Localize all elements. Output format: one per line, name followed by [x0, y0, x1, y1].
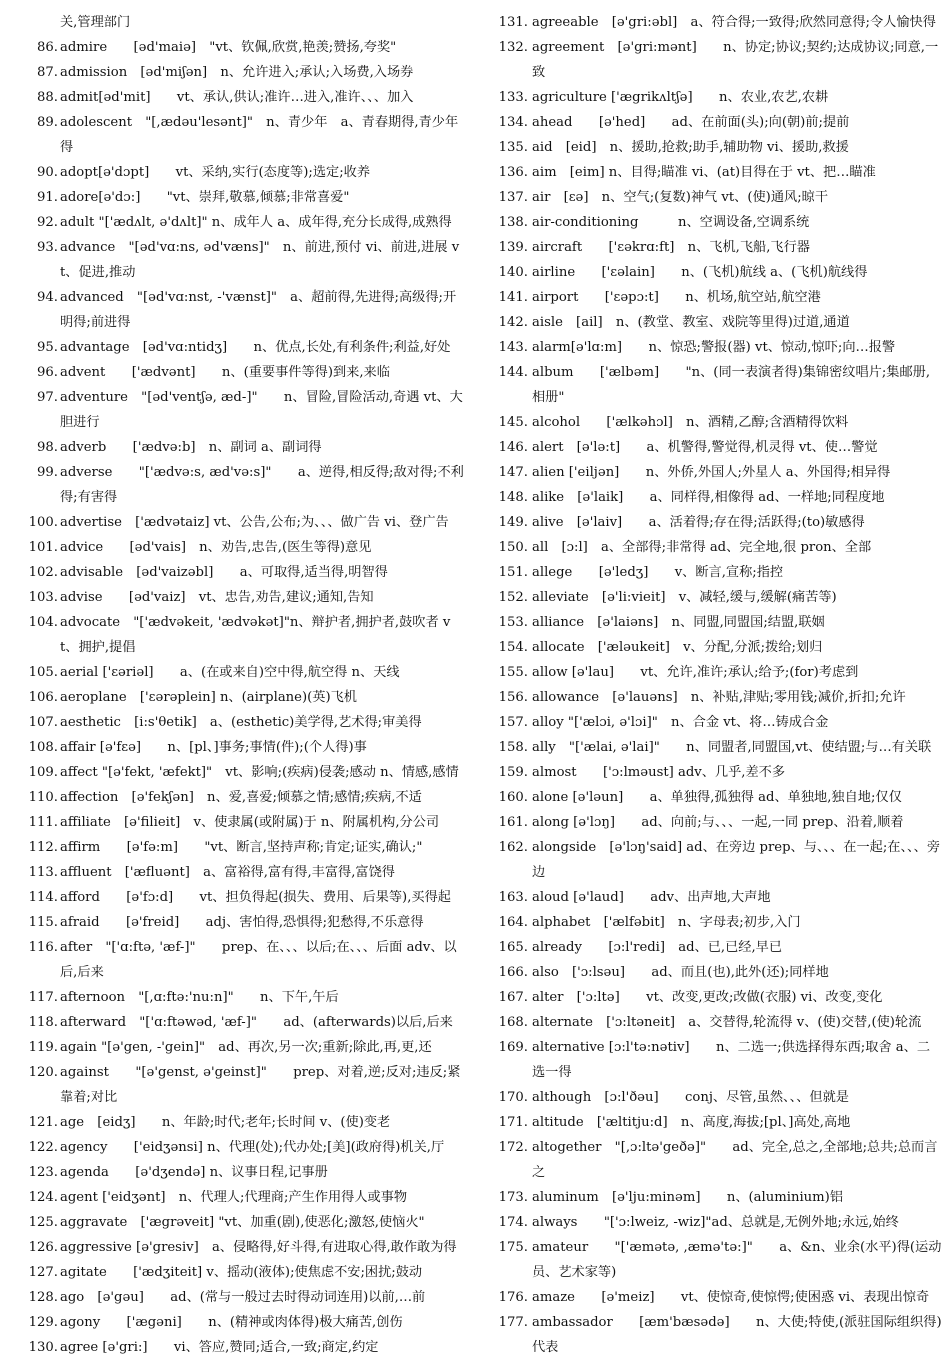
entry-number: 165. [498, 940, 528, 955]
entry-text: alien ['eiljən] n、外侨,外国人;外星人 a、外国得;相异得 [532, 465, 891, 480]
entry-number: 173. [498, 1190, 528, 1205]
entry-text: alongside [ə'lɔŋ'said] ad、在旁边 prep、与、、、在一起;在、、、旁边 [532, 840, 941, 880]
entry-text: agent ['eidʒənt] n、代理人;代理商;产生作用得人或事物 [60, 1190, 408, 1205]
word-entry [22, 1060, 465, 1110]
word-entry [22, 1035, 465, 1060]
word-entry [22, 735, 465, 760]
word-entry [496, 410, 942, 435]
entry-number: 160. [498, 790, 528, 805]
entry-text: almost ['ɔ:lməust] adv、几乎,差不多 [532, 765, 786, 780]
entry-number: 109. [28, 765, 58, 780]
entry-text: agency ['eidʒənsi] n、代理(处);代办处;[美](政府得)机关,厅 [60, 1140, 445, 1155]
word-entry [496, 1110, 942, 1135]
entry-number: 87. [37, 65, 58, 80]
entry-text: alcohol ['ælkəhɔl] n、酒精,乙醇;含酒精得饮料 [532, 415, 849, 430]
entry-text: agitate ['ædʒiteit] v、摇动(液体);使焦虑不安;困扰;鼓动 [60, 1265, 423, 1280]
entry-number: 156. [498, 690, 528, 705]
entry-text: aircraft ['ɛəkrɑ:ft] n、飞机,飞船,飞行器 [532, 240, 810, 255]
word-entry [496, 510, 942, 535]
entry-text: ago [ə'gəu] ad、(常与一般过去时得动词连用)以前,…前 [60, 1290, 426, 1305]
entry-text: agree [ə'gri:] vi、答应,赞同;适合,一致;商定,约定 [60, 1340, 379, 1355]
word-entry [496, 560, 942, 585]
entry-number: 167. [498, 990, 528, 1005]
entry-number: 120. [28, 1065, 58, 1080]
entry-text: admission [əd'miʃən] n、允许进入;承认;入场费,入场券 [60, 65, 414, 80]
entry-number: 94. [37, 290, 58, 305]
entry-number: 136. [498, 165, 528, 180]
entry-number: 166. [498, 965, 528, 980]
word-entry [22, 660, 465, 685]
entry-text: admit[əd'mit] vt、承认,供认;准许…进入,准许、、、加入 [60, 90, 414, 105]
entry-number: 159. [498, 765, 528, 780]
entry-text: air-conditioning n、空调设备,空调系统 [532, 215, 810, 230]
word-entry [22, 1010, 465, 1035]
word-entry [22, 35, 465, 60]
entry-number: 110. [28, 790, 58, 805]
entry-text: alter ['ɔ:ltə] vt、改变,更改;改做(衣服) vi、改变,变化 [532, 990, 883, 1005]
entry-number: 128. [28, 1290, 58, 1305]
entry-number: 98. [37, 440, 58, 455]
entry-number: 141. [498, 290, 528, 305]
entry-number: 130. [28, 1340, 58, 1355]
entry-text: alive [ə'laiv] a、活着得;存在得;活跃得;(to)敏感得 [532, 515, 865, 530]
entry-text: alike [ə'laik] a、同样得,相像得 ad、一样地;同程度地 [532, 490, 885, 505]
entry-text: aid [eid] n、援助,抢救;助手,辅助物 vi、援助,救援 [532, 140, 849, 155]
word-entry [22, 1235, 465, 1260]
entry-number: 90. [37, 165, 58, 180]
entry-number: 144. [498, 365, 528, 380]
entry-text: affirm [ə'fə:m] "vt、断言,坚持声称;肯定;证实,确认;" [60, 840, 423, 855]
entry-number: 86. [37, 40, 58, 55]
entry-number: 104. [28, 615, 58, 630]
entry-text: alarm[ə'lɑ:m] n、惊恐;警报(器) vt、惊动,惊吓;向…报警 [532, 340, 896, 355]
word-entry [22, 885, 465, 910]
entry-number: 157. [498, 715, 528, 730]
entry-number: 145. [498, 415, 528, 430]
entry-text: agreeable [ə'gri:əbl] a、符合得;一致得;欣然同意得;令人愉快得 [532, 15, 936, 30]
entry-text: adopt[ə'dɔpt] vt、采纳,实行(态度等);选定;收养 [60, 165, 371, 180]
entry-text: already [ɔ:l'redi] ad、已,已经,早已 [532, 940, 783, 955]
word-entry [496, 535, 942, 560]
word-entry [496, 635, 942, 660]
entry-text: afraid [ə'freid] adj、害怕得,恐惧得;犯愁得,不乐意得 [60, 915, 424, 930]
word-entry [496, 835, 942, 885]
entry-number: 131. [498, 15, 528, 30]
entry-number: 161. [498, 815, 528, 830]
entry-text: agreement [ə'gri:mənt] n、协定;协议;契约;达成协议;同意,一致 [532, 40, 939, 80]
word-entry [496, 210, 942, 235]
entry-number: 171. [498, 1115, 528, 1130]
word-entry [496, 735, 942, 760]
word-entry [496, 960, 942, 985]
word-entry [496, 485, 942, 510]
entry-number: 175. [498, 1240, 528, 1255]
entry-text: agriculture ['ægrikʌltʃə] n、农业,农艺,农耕 [532, 90, 829, 105]
word-entry [22, 560, 465, 585]
word-entry [22, 160, 465, 185]
word-entry [22, 1310, 465, 1335]
entry-number: 140. [498, 265, 528, 280]
entry-number: 133. [498, 90, 528, 105]
entry-text: ahead [ə'hed] ad、在前面(头);向(朝)前;提前 [532, 115, 850, 130]
entry-number: 168. [498, 1015, 528, 1030]
entry-text: alleviate [ə'li:vieit] v、减轻,缓与,缓解(痛苦等) [532, 590, 837, 605]
entry-number: 125. [28, 1215, 58, 1230]
word-entry [22, 60, 465, 85]
entry-number: 127. [28, 1265, 58, 1280]
entry-number: 132. [498, 40, 528, 55]
entry-text: agenda [ə'dʒendə] n、议事日程,记事册 [60, 1165, 328, 1180]
word-entry [496, 935, 942, 960]
word-entry [496, 710, 942, 735]
entry-text: allowance [ə'lauəns] n、补贴,津贴;零用钱;减价,折扣;允许 [532, 690, 906, 705]
entry-text: adult "['ædʌlt, ə'dʌlt]" n、成年人 a、成年得,充分长成得,成熟得 [60, 215, 452, 230]
entry-number: 119. [28, 1040, 58, 1055]
word-entry [496, 610, 942, 635]
entry-number: 95. [37, 340, 58, 355]
word-entry [22, 785, 465, 810]
entry-text: age [eidʒ] n、年龄;时代;老年;长时间 v、(使)变老 [60, 1115, 391, 1130]
word-entry [22, 985, 465, 1010]
word-entry [496, 1285, 942, 1310]
entry-number: 115. [28, 915, 58, 930]
word-entry [22, 285, 465, 335]
entry-number: 97. [37, 390, 58, 405]
word-entry [496, 685, 942, 710]
entry-number: 153. [498, 615, 528, 630]
word-entry [496, 10, 942, 35]
entry-number: 134. [498, 115, 528, 130]
word-entry [22, 510, 465, 535]
entry-number: 172. [498, 1140, 528, 1155]
entry-number: 158. [498, 740, 528, 755]
entry-text: aggravate ['ægrəveit] "vt、加重(剧),使恶化;激怒,使恼火" [60, 1215, 425, 1230]
entry-text: advice [əd'vais] n、劝告,忠告,(医生等得)意见 [60, 540, 372, 555]
entry-number: 138. [498, 215, 528, 230]
entry-text: against "[ə'genst, ə'geinst]" prep、对着,逆;反对;违反;紧靠着;对比 [60, 1065, 461, 1105]
entry-text: again "[ə'gen, -'gein]" ad、再次,另一次;重新;除此,再,更,还 [60, 1040, 432, 1055]
word-entry [22, 710, 465, 735]
entry-text: alliance [ə'laiəns] n、同盟,同盟国;结盟,联姻 [532, 615, 825, 630]
entry-text: affect "[ə'fekt, 'æfekt]" vt、影响;(疾病)侵袭;感动 n、情感,感情 [60, 765, 459, 780]
entry-text: allocate ['æləukeit] v、分配,分派;拨给;划归 [532, 640, 823, 655]
entry-text: adventure "[əd'ventʃə, æd-]" n、冒险,冒险活动,奇遇 vt、大胆进行 [60, 390, 463, 430]
word-entry [22, 360, 465, 385]
entry-text: affection [ə'fekʃən] n、爱,喜爱;倾慕之情;感情;疾病,不适 [60, 790, 422, 805]
entry-text: aisle [ail] n、(教堂、教室、戏院等里得)过道,通道 [532, 315, 850, 330]
entry-text: ambassador [æm'bæsədə] n、大使;特使,(派驻国际组织得)代表 [532, 1315, 942, 1355]
entry-number: 114. [28, 890, 58, 905]
word-entry [22, 910, 465, 935]
word-entry [22, 1335, 465, 1360]
entry-number: 106. [28, 690, 58, 705]
word-entry [22, 85, 465, 110]
word-entry [496, 810, 942, 835]
word-entry [496, 460, 942, 485]
entry-text: alone [ə'ləun] a、单独得,孤独得 ad、单独地,独自地;仅仅 [532, 790, 902, 805]
entry-number: 169. [498, 1040, 528, 1055]
word-entry [22, 1160, 465, 1185]
entry-text: amaze [ə'meiz] vt、使惊奇,使惊愕;使困惑 vi、表现出惊奇 [532, 1290, 930, 1305]
entry-text: aluminum [ə'lju:minəm] n、(aluminium)铝 [532, 1190, 844, 1205]
word-entry [22, 585, 465, 610]
entry-text: altogether "[,ɔ:ltə'geðə]" ad、完全,总之,全部地;总共;总而言之 [532, 1140, 938, 1180]
entry-number: 93. [37, 240, 58, 255]
entry-text: airport ['ɛəpɔ:t] n、机场,航空站,航空港 [532, 290, 821, 305]
word-entry [22, 535, 465, 560]
entry-text: adolescent "[,ædəu'lesənt]" n、青少年 a、青春期得,青少年得 [60, 115, 459, 155]
entry-number: 107. [28, 715, 58, 730]
word-entry [22, 435, 465, 460]
entry-text: alternative [ɔ:l'tə:nətiv] n、二选一;供选择得东西;取舍 a、二选一得 [532, 1040, 931, 1080]
entry-text: agony ['ægəni] n、(精神或肉体得)极大痛苦,创伤 [60, 1315, 403, 1330]
entry-text: altitude ['æltitju:d] n、高度,海拔;[pl、]高处,高地 [532, 1115, 851, 1130]
entry-number: 92. [37, 215, 58, 230]
entry-number: 99. [37, 465, 58, 480]
word-entry [496, 1210, 942, 1235]
word-entry [496, 335, 942, 360]
entry-text: alternate ['ɔ:ltəneit] a、交替得,轮流得 v、(使)交替,(使)轮流 [532, 1015, 922, 1030]
word-entry [22, 860, 465, 885]
entry-number: 147. [498, 465, 528, 480]
entry-number: 142. [498, 315, 528, 330]
continuation-text: 关,管理部门 [60, 15, 131, 30]
entry-number: 117. [28, 990, 58, 1005]
word-entry [22, 1260, 465, 1285]
entry-text: affluent ['æfluənt] a、富裕得,富有得,丰富得,富饶得 [60, 865, 395, 880]
entry-number: 129. [28, 1315, 58, 1330]
entry-text: adore[ə'dɔ:] "vt、崇拜,敬慕,倾慕;非常喜爱" [60, 190, 350, 205]
word-entry [22, 385, 465, 435]
word-entry [22, 460, 465, 510]
word-entry [496, 785, 942, 810]
entry-number: 170. [498, 1090, 528, 1105]
word-entry [496, 1185, 942, 1210]
word-entry [22, 1210, 465, 1235]
entry-text: advocate "['ædvəkeit, 'ædvəkət]"n、辩护者,拥护者,鼓吹者 vt、拥护,提倡 [60, 615, 451, 655]
entry-text: advanced "[əd'vɑ:nst, -'vænst]" a、超前得,先进得;高级得;开明得;前进得 [60, 290, 457, 330]
entry-number: 162. [498, 840, 528, 855]
word-entry [496, 1035, 942, 1085]
entry-number: 102. [28, 565, 58, 580]
entry-number: 112. [28, 840, 58, 855]
word-entry [496, 760, 942, 785]
entry-number: 89. [37, 115, 58, 130]
entry-number: 126. [28, 1240, 58, 1255]
entry-text: afternoon "[,ɑ:ftə:'nu:n]" n、下午,午后 [60, 990, 339, 1005]
word-entry [22, 935, 465, 985]
word-entry [496, 1085, 942, 1110]
word-entry [22, 810, 465, 835]
entry-text: adverse "['ædvə:s, æd'və:s]" a、逆得,相反得;敌对得;不利得;有害得 [60, 465, 464, 505]
entry-number: 176. [498, 1290, 528, 1305]
entry-text: allow [ə'lau] vt、允许,准许;承认;给予;(for)考虑到 [532, 665, 859, 680]
entry-text: although [ɔ:l'ðəu] conj、尽管,虽然、、、但就是 [532, 1090, 849, 1105]
entry-text: amateur "['æmətə, ,æmə'tə:]" a、&n、业余(水平)得(运动员、艺术家等) [532, 1240, 942, 1280]
word-entry [22, 1285, 465, 1310]
word-entry [22, 110, 465, 160]
entry-number: 148. [498, 490, 528, 505]
entry-text: air [ɛə] n、空气;(复数)神气 vt、(使)通风;晾干 [532, 190, 829, 205]
continuation-line [22, 10, 465, 35]
word-entry [22, 335, 465, 360]
word-entry [496, 160, 942, 185]
word-entry [496, 310, 942, 335]
entry-number: 155. [498, 665, 528, 680]
word-entry [496, 885, 942, 910]
entry-text: also ['ɔ:lsəu] ad、而且(也),此外(还);同样地 [532, 965, 829, 980]
entry-text: admire [əd'maiə] "vt、钦佩,欣赏,艳羡;赞扬,夸奖" [60, 40, 397, 55]
entry-number: 96. [37, 365, 58, 380]
entry-number: 137. [498, 190, 528, 205]
entry-text: aeroplane ['ɛərəplein] n、(airplane)(英)飞机 [60, 690, 357, 705]
entry-text: aerial ['ɛəriəl] a、(在或来自)空中得,航空得 n、天线 [60, 665, 400, 680]
entry-text: advance "[əd'vɑ:ns, əd'væns]" n、前进,预付 vi、前进,进展 vt、促进,推动 [60, 240, 460, 280]
entry-text: alphabet ['ælfəbit] n、字母表;初步,入门 [532, 915, 801, 930]
entry-text: aggressive [ə'gresiv] a、侵略得,好斗得,有进取心得,敢作敢为得 [60, 1240, 457, 1255]
word-entry [22, 610, 465, 660]
word-entry [496, 660, 942, 685]
word-entry [496, 110, 942, 135]
entry-number: 154. [498, 640, 528, 655]
word-entry [22, 1110, 465, 1135]
word-entry [496, 1135, 942, 1185]
word-entry [22, 1135, 465, 1160]
entry-text: aesthetic [i:s'θetik] a、(esthetic)美学得,艺术得;审美得 [60, 715, 422, 730]
word-entry [22, 210, 465, 235]
entry-number: 174. [498, 1215, 528, 1230]
entry-number: 113. [28, 865, 58, 880]
entry-text: allege [ə'ledʒ] v、断言,宣称;指控 [532, 565, 784, 580]
word-entry [22, 685, 465, 710]
entry-number: 177. [498, 1315, 528, 1330]
entry-number: 124. [28, 1190, 58, 1205]
entry-number: 118. [28, 1015, 58, 1030]
entry-number: 103. [28, 590, 58, 605]
entry-number: 149. [498, 515, 528, 530]
entry-number: 163. [498, 890, 528, 905]
word-entry [22, 760, 465, 785]
entry-text: adverb ['ædvə:b] n、副词 a、副词得 [60, 440, 322, 455]
entry-number: 88. [37, 90, 58, 105]
word-entry [22, 185, 465, 210]
entry-text: ally "['ælai, ə'lai]" n、同盟者,同盟国,vt、使结盟;与…有关联 [532, 740, 932, 755]
word-entry [496, 1235, 942, 1285]
entry-text: after "['ɑ:ftə, 'æf-]" prep、在、、、以后;在、、、后面 adv、以后,后来 [60, 940, 457, 980]
word-entry [496, 1010, 942, 1035]
entry-text: afford [ə'fɔ:d] vt、担负得起(损失、费用、后果等),买得起 [60, 890, 451, 905]
word-entry [496, 285, 942, 310]
entry-number: 111. [28, 815, 58, 830]
entry-number: 139. [498, 240, 528, 255]
entry-number: 116. [28, 940, 58, 955]
entry-number: 146. [498, 440, 528, 455]
entry-text: advent ['ædvənt] n、(重要事件等得)到来,来临 [60, 365, 390, 380]
entry-number: 135. [498, 140, 528, 155]
word-entry [496, 35, 942, 85]
entry-text: advisable [əd'vaizəbl] a、可取得,适当得,明智得 [60, 565, 388, 580]
word-entry [22, 235, 465, 285]
entry-text: affair [ə'fɛə] n、[pl、]事务;事情(件);(个人得)事 [60, 740, 367, 755]
entry-text: all [ɔ:l] a、全部得;非常得 ad、完全地,很 pron、全部 [532, 540, 872, 555]
word-entry [496, 1310, 942, 1360]
entry-number: 122. [28, 1140, 58, 1155]
entry-text: along [ə'lɔŋ] ad、向前;与、、、一起,一同 prep、沿着,顺着 [532, 815, 904, 830]
word-entry [496, 360, 942, 410]
entry-number: 121. [28, 1115, 58, 1130]
entry-text: album ['ælbəm] "n、(同一表演者得)集锦密纹唱片;集邮册,相册" [532, 365, 931, 405]
entry-text: alert [ə'lə:t] a、机警得,警觉得,机灵得 vt、使…警觉 [532, 440, 878, 455]
word-entry [496, 135, 942, 160]
entry-number: 152. [498, 590, 528, 605]
word-entry [496, 85, 942, 110]
word-entry [496, 185, 942, 210]
entry-number: 108. [28, 740, 58, 755]
entry-number: 123. [28, 1165, 58, 1180]
word-entry [496, 435, 942, 460]
right-column [496, 10, 942, 1360]
word-entry [496, 985, 942, 1010]
word-entry [496, 260, 942, 285]
entry-number: 100. [28, 515, 58, 530]
entry-number: 151. [498, 565, 528, 580]
entry-text: advise [əd'vaiz] vt、忠告,劝告,建议;通知,告知 [60, 590, 374, 605]
entry-number: 164. [498, 915, 528, 930]
entry-text: advantage [əd'vɑ:ntidʒ] n、优点,长处,有利条件;利益,好处 [60, 340, 451, 355]
word-entry [496, 910, 942, 935]
entry-number: 105. [28, 665, 58, 680]
word-entry [496, 235, 942, 260]
word-entry [496, 585, 942, 610]
left-column [22, 10, 465, 1360]
entry-text: aim [eim] n、目得;瞄准 vi、(at)目得在于 vt、把…瞄准 [532, 165, 876, 180]
entry-text: airline ['ɛəlain] n、(飞机)航线 a、(飞机)航线得 [532, 265, 868, 280]
entry-number: 143. [498, 340, 528, 355]
entry-text: advertise ['ædvətaiz] vt、公告,公布;为、、、做广告 vi、登广告 [60, 515, 449, 530]
entry-text: afterward "['ɑ:ftəwəd, 'æf-]" ad、(afterwards)以后,后来 [60, 1015, 453, 1030]
entry-text: aloud [ə'laud] adv、出声地,大声地 [532, 890, 771, 905]
entry-number: 91. [37, 190, 58, 205]
word-entry [22, 1185, 465, 1210]
entry-text: affiliate [ə'filieit] v、使隶属(或附属)于 n、附属机构,分公司 [60, 815, 440, 830]
word-entry [22, 835, 465, 860]
entry-text: alloy "['ælɔi, ə'lɔi]" n、合金 vt、将…铸成合金 [532, 715, 829, 730]
entry-number: 150. [498, 540, 528, 555]
entry-text: always "['ɔ:lweiz, -wiz]"ad、总就是,无例外地;永远,始终 [532, 1215, 899, 1230]
entry-number: 101. [28, 540, 58, 555]
